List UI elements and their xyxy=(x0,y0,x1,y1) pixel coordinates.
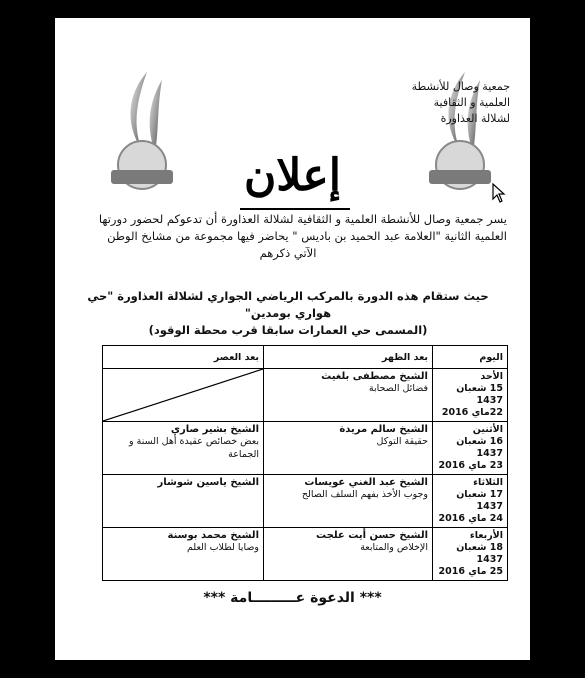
hijri-date: 17 شعبان 1437 xyxy=(456,489,503,512)
intro-line-1: يسر جمعية وصال للأنشطة العلمية و الثقافية لشلالة العذاورة أن تدعوكم لحضور دورتها xyxy=(98,212,507,226)
dhuhr-cell xyxy=(264,528,433,581)
dhuhr-sheikh: الشيخ عبد الغني عويسات xyxy=(304,477,428,488)
dhuhr-topic: وجوب الأخذ بفهم السلف الصالح xyxy=(301,489,428,500)
association-line-2: العلمية و الثقافية xyxy=(433,96,510,109)
table-row xyxy=(103,369,508,422)
mouse-cursor-icon xyxy=(492,183,506,203)
asr-topic: بعض خصائص عقيدة أهل السنة و الجماعة xyxy=(129,436,259,460)
asr-cell xyxy=(103,528,264,581)
day-cell xyxy=(433,369,508,422)
gregorian-date: 23 ماي 2016 xyxy=(438,460,503,471)
dhuhr-topic: حقيقة التوكل xyxy=(376,436,428,447)
dhuhr-topic: الإخلاص والمتابعة xyxy=(360,542,428,553)
table-row xyxy=(103,475,508,528)
header-day: اليوم xyxy=(433,346,508,369)
intro-paragraph xyxy=(69,211,507,262)
diagonal-strike xyxy=(103,369,263,421)
schedule-table xyxy=(102,345,508,581)
dhuhr-cell xyxy=(264,475,433,528)
asr-cell xyxy=(103,475,264,528)
dhuhr-sheikh: الشيخ سالم مريدة xyxy=(339,424,428,435)
asr-cell xyxy=(103,422,264,475)
dhuhr-cell xyxy=(264,422,433,475)
asr-sheikh: الشيخ ياسين شوشار xyxy=(157,477,259,488)
venue-line-2: (المسمى حي العمارات سابقا قرب محطة الوقود) xyxy=(148,323,428,337)
hijri-date: 18 شعبان 1437 xyxy=(456,542,503,565)
day-name: الأربعاء xyxy=(469,530,503,541)
day-name: الأحد xyxy=(480,371,503,382)
venue-line-1: حيث ستقام هذه الدورة بالمركب الرياضي الجواري لشلالة العذاورة "حي هواري بومدين" xyxy=(87,289,489,320)
dhuhr-cell xyxy=(264,369,433,422)
dhuhr-topic: فضائل الصحابة xyxy=(368,383,428,394)
day-cell xyxy=(433,475,508,528)
day-cell xyxy=(433,422,508,475)
header-dhuhr: بعد الظهر xyxy=(264,346,433,369)
title-underline xyxy=(240,208,350,210)
asr-topic: وصايا لطلاب العلم xyxy=(186,542,259,553)
day-cell xyxy=(433,528,508,581)
closing-invitation: *** الدعوة عـــــــــامة *** xyxy=(203,590,382,606)
gregorian-date: 25 ماي 2016 xyxy=(438,566,503,577)
day-name: الثلاثاء xyxy=(473,477,503,488)
venue-paragraph xyxy=(69,288,507,339)
day-name: الأثنين xyxy=(472,424,503,435)
association-line-1: جمعية وصال للأنشطة xyxy=(411,80,510,93)
intro-line-2: العلمية الثانية "العلامة عبد الحميد بن باديس " يحاضر فيها مجموعة من مشايخ الوطن xyxy=(107,229,507,243)
announcement-title: إعلان xyxy=(243,150,342,201)
asr-sheikh: الشيخ محمد بوسنة xyxy=(167,530,259,541)
gregorian-date: 22ماي 2016 xyxy=(441,407,503,418)
association-name xyxy=(360,79,510,127)
asr-cell-empty xyxy=(103,369,264,422)
gregorian-date: 24 ماي 2016 xyxy=(438,513,503,524)
intro-line-3: الآتي ذكرهم xyxy=(259,246,317,260)
header-asr: بعد العصر xyxy=(103,346,264,369)
announcement-page xyxy=(55,18,530,660)
dhuhr-sheikh: الشيخ حسن أيت علجت xyxy=(316,530,428,541)
table-row xyxy=(103,528,508,581)
table-header-row xyxy=(103,346,508,369)
hijri-date: 15 شعبان 1437 xyxy=(456,383,503,406)
hijri-date: 16 شعبان 1437 xyxy=(456,436,503,459)
association-line-3: لشلالة العذاورة xyxy=(440,112,510,125)
asr-sheikh: الشيخ بشير صاري xyxy=(170,424,259,435)
dhuhr-sheikh: الشيخ مصطفى بلغيث xyxy=(321,371,428,382)
table-row xyxy=(103,422,508,475)
